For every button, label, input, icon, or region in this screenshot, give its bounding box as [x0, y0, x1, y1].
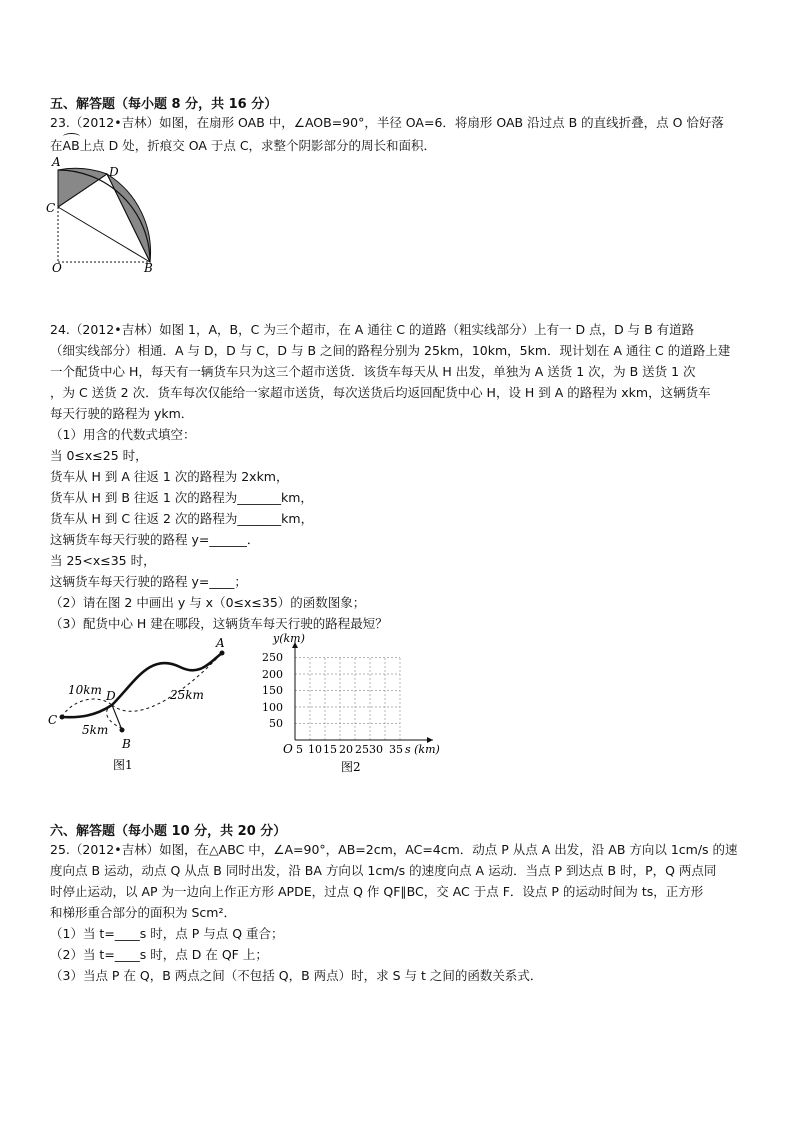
figure-1-caption: 图1 — [113, 758, 133, 772]
label-a: A — [52, 155, 61, 169]
q24-case-1: 当 0≤x≤25 时， — [50, 448, 148, 463]
label-10km: 10km — [68, 683, 102, 697]
label-d: D — [106, 689, 116, 703]
point-a — [220, 651, 225, 656]
q25-line-4: 和梯形重合部分的面积为 Scm²． — [50, 905, 236, 920]
q24-line-3: 一个配货中心 H，每天有一辆货车只为这三个超市送货．该货车每天从 H 出发，单独为 A 送货 1 次，为 B 送货 1 次 — [50, 364, 696, 379]
q25-line-2: 度向点 B 运动，动点 Q 从点 B 同时出发，沿 BA 方向以 1cm/s 的速度向点 A 运动．当点 P 到达点 B 时，P，Q 两点同 — [50, 863, 717, 878]
q24-line-2: （细实线部分）相通．A 与 D，D 与 C，D 与 B 之间的路程分别为 25km，10km，5km．现计划在 A 通往 C 的道路上建 — [50, 343, 731, 358]
q25-part-2: （2）当 t=____s 时，点 D 在 QF 上； — [50, 947, 268, 962]
x-tick-20: 20 — [339, 743, 353, 756]
grid-lines — [295, 658, 400, 741]
y-tick-150: 150 — [262, 684, 283, 697]
x-tick-15: 15 — [323, 743, 337, 756]
q24-figure-2-grid — [255, 630, 455, 778]
x-tick-35: 35 — [389, 743, 403, 756]
q24-part-2: （2）请在图 2 中画出 y 与 x（0≤x≤35）的函数图象； — [50, 595, 366, 610]
q25-part-3: （3）当点 P 在 Q，B 两点之间（不包括 Q，B 两点）时，求 S 与 t 之间的函数关系式． — [50, 968, 543, 983]
x-tick-5: 5 — [296, 743, 303, 756]
point-b — [120, 728, 125, 733]
q23-line-2-prefix: 在 — [50, 138, 63, 153]
dashed-curve-25km — [112, 653, 222, 711]
q24-answer-y2: 这辆货车每天行驶的路程 y=____； — [50, 574, 247, 589]
figure-2-caption: 图2 — [341, 760, 361, 774]
arc-ab-notation: AB — [62, 138, 80, 153]
label-o: O — [52, 261, 62, 275]
label-d: D — [109, 165, 119, 179]
label-b: B — [144, 261, 153, 275]
x-tick-10: 10 — [308, 743, 322, 756]
x-tick-2530: 2530 — [355, 743, 383, 756]
q24-answer-c: 货车从 H 到 C 往返 2 次的路程为_______km， — [50, 511, 314, 526]
y-tick-200: 200 — [262, 668, 283, 681]
label-5km: 5km — [82, 723, 109, 737]
q23-line-1: 23.（2012•吉林）如图，在扇形 OAB 中，∠AOB=90°，半径 OA=6．将扇形 OAB 沿过点 B 的直线折叠，点 O 恰好落 — [50, 115, 724, 130]
label-c: C — [46, 201, 56, 215]
q25-line-3: 时停止运动，以 AP 为一边向上作正方形 APDE，过点 Q 作 QF∥BC，交 AC 于点 F．设点 P 的运动时间为 ts，正方形 — [50, 884, 704, 899]
q24-line-4: ，为 C 送货 2 次．货车每次仅能给一家超市送货，每次送货后均返回配货中心 H，设 H 到 A 的路程为 xkm，这辆货车 — [50, 385, 711, 400]
q24-line-1: 24.（2012•吉林）如图 1，A，B，C 为三个超市，在 A 通往 C 的道路（粗实线部分）上有一 D 点，D 与 B 有道路 — [50, 322, 695, 337]
section-6-title: 六、解答题（每小题 10 分，共 20 分） — [50, 824, 287, 839]
label-b: B — [122, 737, 131, 751]
x-axis-label: s (km) — [405, 743, 440, 756]
q23-line-2-suffix: 上点 D 处，折痕交 OA 于点 C，求整个阴影部分的周长和面积． — [79, 138, 437, 153]
q24-line-5: 每天行驶的路程为 ykm． — [50, 406, 194, 421]
q24-answer-y: 这辆货车每天行驶的路程 y=______． — [50, 532, 260, 547]
thin-road-d-b — [112, 705, 122, 730]
q24-figure-1-roads — [40, 632, 240, 777]
q25-line-1: 25.（2012•吉林）如图，在△ABC 中，∠A=90°，AB=2cm，AC=4cm．动点 P 从点 A 出发，沿 AB 方向以 1cm/s 的速 — [50, 842, 738, 857]
label-25km: 25km — [170, 688, 204, 702]
label-a: A — [216, 636, 225, 650]
q23-sector-figure — [45, 150, 165, 275]
origin-label: O — [283, 742, 293, 756]
y-tick-50: 50 — [269, 717, 283, 730]
q24-case-2: 当 25<x≤35 时， — [50, 553, 156, 568]
y-tick-250: 250 — [262, 651, 283, 664]
q24-answer-a: 货车从 H 到 A 往返 1 次的路程为 2xkm， — [50, 469, 289, 484]
y-tick-100: 100 — [262, 701, 283, 714]
section-5-title: 五、解答题（每小题 8 分，共 16 分） — [50, 97, 278, 112]
q24-answer-b: 货车从 H 到 B 往返 1 次的路程为_______km， — [50, 490, 313, 505]
point-c — [60, 715, 65, 720]
q24-part-1: （1）用含的代数式填空： — [50, 427, 196, 442]
q25-part-1: （1）当 t=____s 时，点 P 与点 Q 重合； — [50, 926, 284, 941]
y-axis-label: y(km) — [273, 632, 305, 645]
q24-part-3: （3）配货中心 H 建在哪段，这辆货车每天行驶的路程最短？ — [50, 616, 388, 631]
label-c: C — [48, 713, 58, 727]
shaded-region-top — [58, 168, 107, 207]
